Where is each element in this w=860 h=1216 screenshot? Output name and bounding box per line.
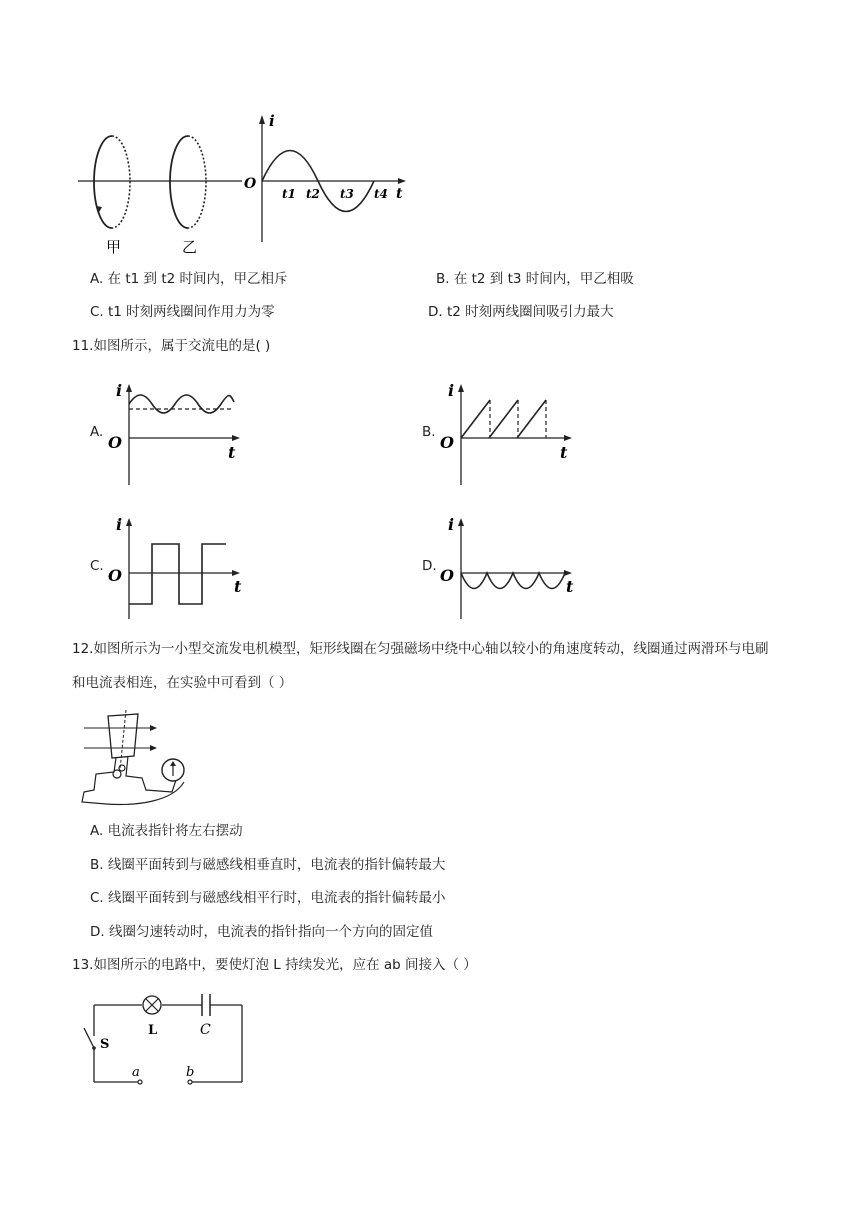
q11-label-d[interactable]: D.	[422, 558, 437, 574]
q11c-axis-t: t	[234, 577, 242, 596]
q11b-origin: O	[440, 433, 454, 452]
q10-figure	[72, 110, 422, 260]
capacitor-icon	[202, 994, 210, 1016]
q12-option-a[interactable]: A. 电流表指针将左右摆动	[90, 823, 243, 839]
q10-origin: O	[244, 176, 257, 192]
q11c-axis-i: i	[116, 515, 123, 534]
q10-option-a[interactable]: A. 在 t1 到 t2 时间内，甲乙相斥	[90, 271, 288, 287]
q11-graph-c	[104, 514, 254, 624]
q11a-origin: O	[108, 433, 122, 452]
q12-stem: 12.如图所示为一小型交流发电机模型，矩形线圈在匀强磁场中绕中心轴以较小的角速度转动，线圈通过两滑环与电刷和电流表相连，在实验中可看到（ ）	[72, 641, 769, 691]
q13-label-l: L	[148, 1023, 158, 1038]
q10-option-b[interactable]: B. 在 t2 到 t3 时间内，甲乙相吸	[436, 271, 634, 287]
q10-tick-t4: t4	[374, 187, 388, 201]
coil-label-yi: 乙	[182, 238, 198, 256]
q10-tick-t3: t3	[340, 187, 354, 201]
q10-axis-t: t	[396, 186, 403, 202]
q12-option-b[interactable]: B. 线圈平面转到与磁感线相垂直时，电流表的指针偏转最大	[90, 857, 446, 873]
q11b-axis-i: i	[448, 381, 455, 400]
q13-stem: 13.如图所示的电路中，要使灯泡 L 持续发光，应在 ab 间接入（ ）	[72, 957, 477, 973]
ammeter-icon	[162, 759, 184, 781]
coil-yi-icon	[170, 136, 206, 228]
q13-label-c: C	[200, 1022, 211, 1038]
q10-it-graph	[244, 112, 406, 242]
q11-label-c[interactable]: C.	[90, 558, 104, 574]
q11a-axis-i: i	[116, 381, 123, 400]
q10-option-d[interactable]: D. t2 时刻两线圈间吸引力最大	[428, 304, 614, 320]
q12-option-c[interactable]: C. 线圈平面转到与磁感线相平行时，电流表的指针偏转最小	[90, 890, 446, 906]
q10-tick-t1: t1	[282, 187, 296, 201]
q10-option-c[interactable]: C. t1 时刻两线圈间作用力为零	[90, 304, 275, 320]
q11-stem: 11.如图所示，属于交流电的是( )	[72, 338, 271, 354]
q11c-origin: O	[108, 566, 122, 585]
q11-graph-d	[436, 514, 586, 624]
q13-label-b: b	[186, 1065, 195, 1080]
q11-graph-a	[104, 380, 254, 490]
q11-graph-b	[436, 380, 586, 490]
coil-jia-icon	[94, 136, 130, 228]
q13-label-s: S	[100, 1037, 110, 1052]
coil-label-jia: 甲	[106, 238, 122, 256]
q12-generator-figure	[76, 706, 196, 810]
q13-circuit-figure	[76, 990, 256, 1090]
lamp-icon	[143, 996, 161, 1014]
q10-tick-t2: t2	[306, 187, 320, 201]
q11-label-b[interactable]: B.	[422, 424, 436, 440]
q10-axis-i: i	[269, 112, 275, 130]
q11a-axis-t: t	[228, 443, 236, 462]
q11d-axis-t: t	[566, 577, 574, 596]
q12-option-d[interactable]: D. 线圈匀速转动时，电流表的指针指向一个方向的固定值	[90, 924, 433, 940]
q11d-origin: O	[440, 566, 454, 585]
q11d-axis-i: i	[448, 515, 455, 534]
q11-label-a[interactable]: A.	[90, 424, 104, 440]
q13-label-a: a	[132, 1065, 140, 1080]
q11b-axis-t: t	[560, 443, 568, 462]
